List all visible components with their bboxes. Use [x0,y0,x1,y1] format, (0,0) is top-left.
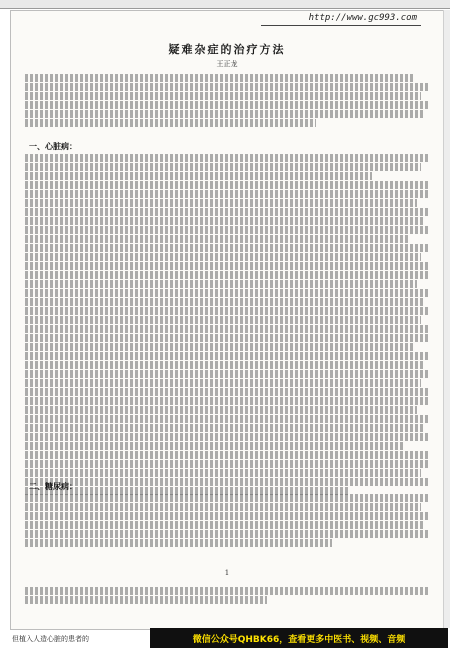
text-line [25,92,421,100]
text-line [25,199,417,207]
text-line [25,119,316,127]
text-line [25,74,413,82]
text-line [25,512,429,520]
text-line [25,451,429,459]
text-line [25,298,425,306]
text-line [25,587,429,595]
section-heading-diabetes: 二、糖尿病： [29,481,77,491]
text-line [25,379,421,387]
text-line [25,494,429,502]
text-line [25,110,425,118]
text-line [25,361,425,369]
text-line [25,406,417,414]
text-line [25,280,417,288]
diabetes-paragraph [25,493,429,548]
intro-paragraph [25,73,429,128]
text-line [25,460,429,468]
text-line [25,289,429,297]
url-underline [261,25,421,26]
text-line [25,530,429,538]
wechat-banner [150,628,448,648]
text-line [25,352,429,360]
page-number: 1 [224,569,230,577]
text-line [25,596,267,604]
text-line [25,433,429,441]
document-page [10,10,444,630]
text-line [25,521,425,529]
text-line [25,163,421,171]
text-line [25,83,429,91]
text-line [25,478,429,486]
text-line [25,101,429,109]
text-line [25,334,429,342]
text-line [25,469,421,477]
document-author: 王正龙 [216,60,238,68]
text-line [25,424,425,432]
closing-paragraph [25,586,429,605]
text-line [25,503,421,511]
text-line [25,397,429,405]
text-line [25,388,429,396]
text-line [25,370,429,378]
text-line [25,172,372,180]
ruler-line [0,8,450,9]
text-line [25,235,409,243]
scrollbar[interactable] [443,10,450,628]
text-line [25,154,429,162]
banner-text: 微信公众号QHBK66，查看更多中医书、视频、音频 [192,634,406,645]
heart-disease-paragraph [25,153,429,496]
text-line [25,244,429,252]
document-title: 疑难杂症的治疗方法 [168,43,286,56]
page-url: http://www.gc993.com [308,13,417,23]
text-line [25,262,429,270]
text-line [25,271,429,279]
text-line [25,181,429,189]
text-line [25,217,425,225]
section-heading-heart-disease: 一、心脏病： [29,141,77,151]
next-page-text: 但植入人造心脏的患者的 [12,635,89,643]
text-line [25,307,429,315]
text-line [25,539,332,547]
text-line [25,208,429,216]
text-line [25,415,429,423]
text-line [25,343,413,351]
text-line [25,325,429,333]
text-line [25,226,429,234]
text-line [25,442,405,450]
text-line [25,316,421,324]
text-line [25,253,421,261]
text-line [25,190,429,198]
